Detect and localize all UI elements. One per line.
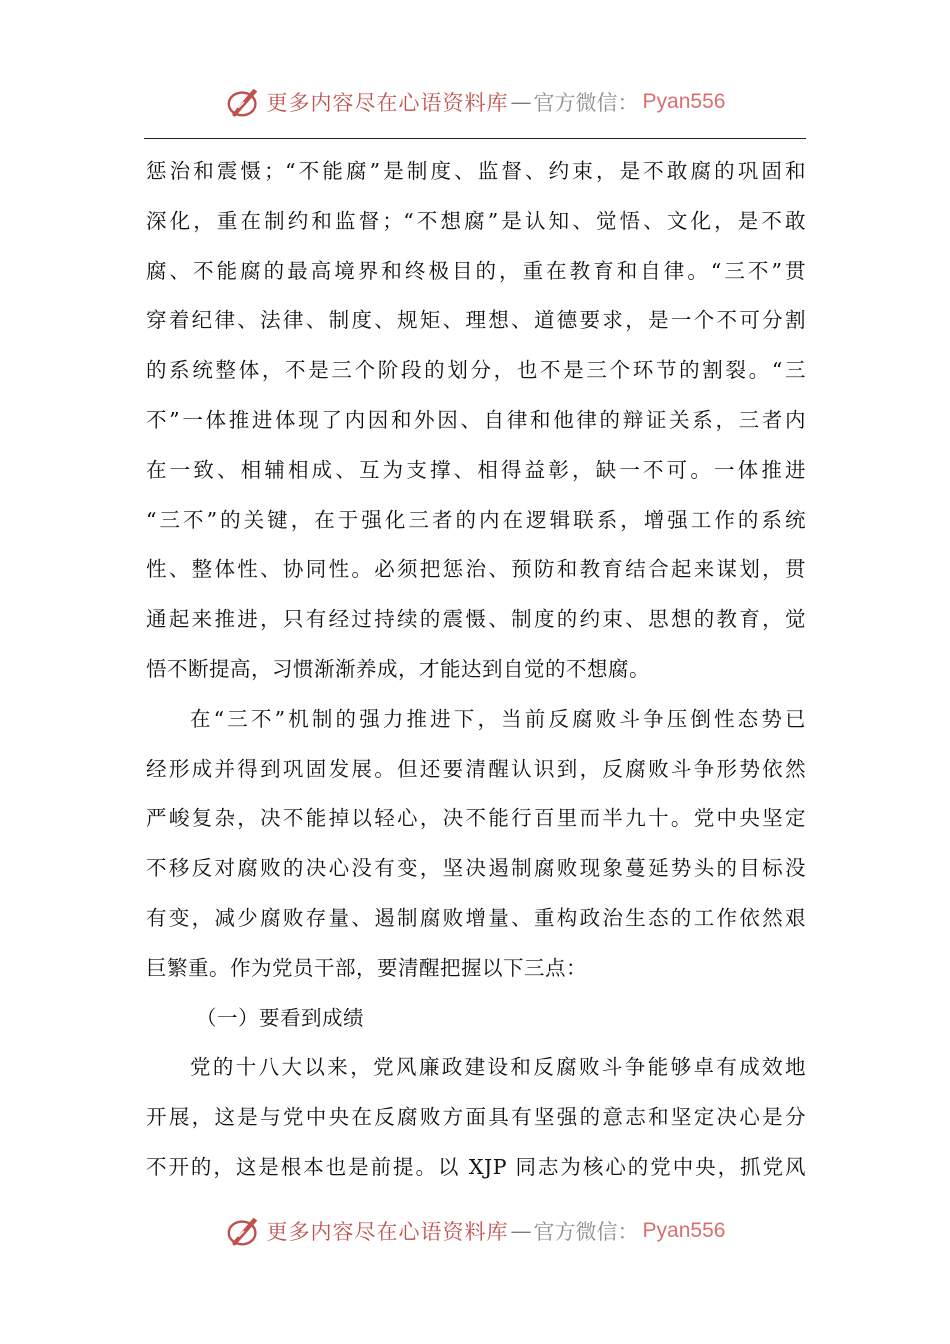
header-separator: — bbox=[510, 90, 532, 114]
page-footer bbox=[0, 1209, 950, 1253]
text-line: 腐、不能腐的最高境界和终极目的，重在教育和自律。“三不”贯 bbox=[146, 258, 806, 283]
text-line: 的系统整体，不是三个阶段的划分，也不是三个环节的割裂。“三 bbox=[146, 358, 806, 383]
text-line: “三不”的关键，在于强化三者的内在逻辑联系，增强工作的系统 bbox=[146, 507, 806, 532]
text-line: 性、整体性、协同性。必须把惩治、预防和教育结合起来谋划，贯 bbox=[146, 557, 806, 582]
text-line: 通起来推进，只有经过持续的震慑、制度的约束、思想的教育，觉 bbox=[146, 607, 806, 632]
footer-brand: 更多内容尽在心语资料库 bbox=[266, 1220, 509, 1244]
page-header bbox=[0, 80, 950, 124]
quill-logo-icon bbox=[225, 1212, 263, 1250]
text-line: 不移反对腐败的决心没有变，坚决遏制腐败现象蔓延势头的目标没 bbox=[146, 856, 806, 881]
text-line: 悟不断提高，习惯渐渐养成，才能达到自觉的不想腐。 bbox=[146, 656, 650, 681]
text-line: 不开的，这是根本也是前提。以 XJP 同志为核心的党中央，抓党风 bbox=[146, 1154, 806, 1179]
footer-separator: — bbox=[510, 1219, 532, 1243]
document-body bbox=[146, 147, 806, 1193]
text-line: 穿着纪律、法律、制度、规矩、理想、道德要求，是一个不可分割 bbox=[146, 308, 806, 333]
section-heading: （一）要看到成绩 bbox=[196, 1005, 364, 1030]
text-line: 惩治和震慑；“不能腐”是制度、监督、约束，是不敢腐的巩固和 bbox=[146, 159, 806, 183]
text-line: 党的十八大以来，党风廉政建设和反腐败斗争能够卓有成效地 bbox=[190, 1055, 806, 1080]
footer-wechat-id: Pyan556 bbox=[642, 1219, 726, 1242]
text-line: 不”一体推进体现了内因和外因、自律和他律的辩证关系，三者内 bbox=[146, 407, 806, 432]
text-line: 巨繁重。作为党员干部，要清醒把握以下三点： bbox=[146, 955, 587, 980]
text-line: 深化，重在制约和监督；“不想腐”是认知、觉悟、文化，是不敢 bbox=[146, 208, 806, 233]
header-brand: 更多内容尽在心语资料库 bbox=[266, 91, 509, 115]
quill-logo-icon bbox=[225, 83, 263, 121]
text-line: 开展，这是与党中央在反腐败方面具有坚强的意志和坚定决心是分 bbox=[146, 1105, 806, 1130]
header-divider bbox=[144, 138, 806, 139]
footer-wechat-label: 官方微信： bbox=[533, 1220, 639, 1244]
text-line: 严峻复杂，决不能掉以轻心，决不能行百里而半九十。党中央坚定 bbox=[146, 806, 806, 831]
text-line: 在一致、相辅相成、互为支撑、相得益彰，缺一不可。一体推进 bbox=[146, 457, 806, 482]
text-line: 有变，减少腐败存量、遏制腐败增量、重构政治生态的工作依然艰 bbox=[146, 905, 806, 930]
header-wechat-id: Pyan556 bbox=[642, 90, 726, 113]
text-line: 在“三不”机制的强力推进下，当前反腐败斗争压倒性态势已 bbox=[190, 706, 806, 731]
text-line: 经形成并得到巩固发展。但还要清醒认识到，反腐败斗争形势依然 bbox=[146, 756, 806, 781]
header-wechat-label: 官方微信： bbox=[533, 91, 639, 115]
